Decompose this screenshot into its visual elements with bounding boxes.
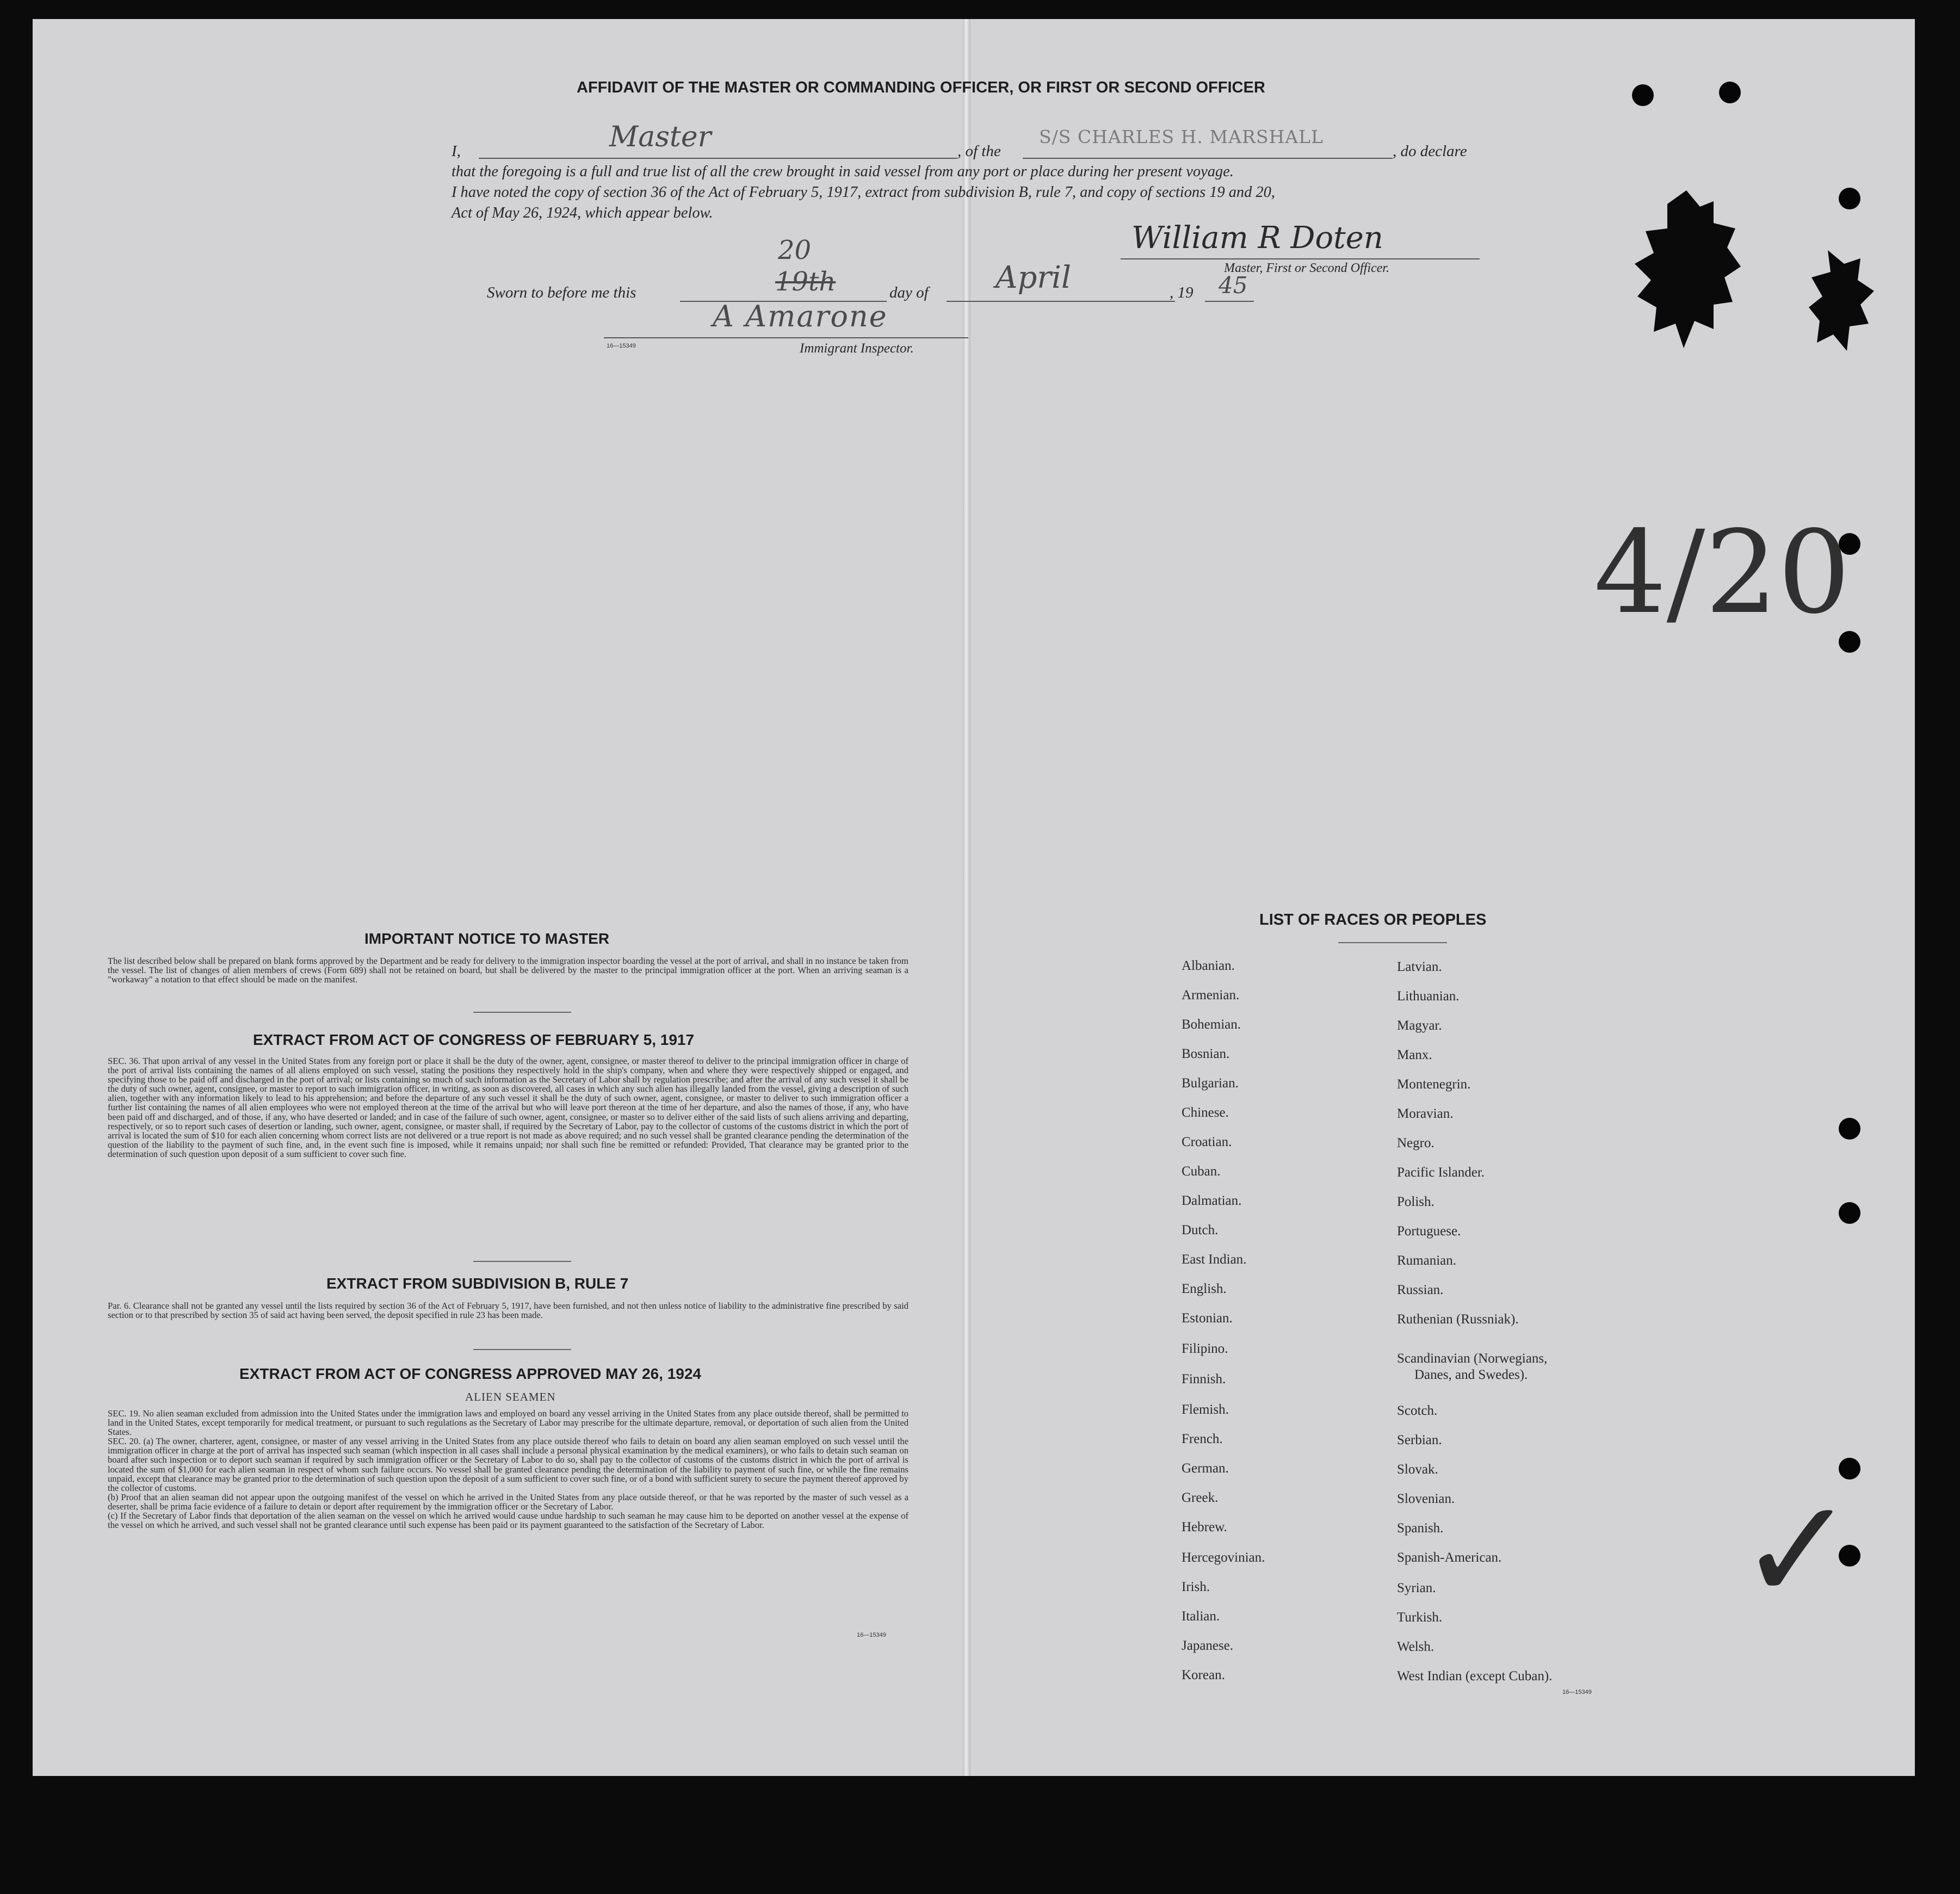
race-item: Ruthenian (Russniak). — [1397, 1312, 1519, 1327]
i-label: I, — [452, 143, 461, 160]
race-item: Serbian. — [1397, 1433, 1442, 1447]
form-number: 16—15349 — [857, 1632, 886, 1638]
race-item: Korean. — [1182, 1668, 1225, 1682]
wax-seal-icon — [1806, 247, 1877, 356]
divider — [473, 1349, 571, 1350]
punch-hole — [1632, 84, 1654, 106]
punch-hole — [1719, 82, 1741, 103]
month-field-line — [947, 301, 1175, 302]
race-item: Dutch. — [1182, 1223, 1219, 1237]
extract-rule7-text: Par. 6. Clearance shall not be granted any vessel until the lists required by section 36 of the Act of February 5, 1917, have been furnished, and not then unless notice of liability to the administrative fine prescribed by said section or to that prescribed by section 35 of said act having been served, the deposit specified in rule 23 has been made. — [108, 1301, 908, 1321]
race-item: Hebrew. — [1182, 1520, 1227, 1534]
do-declare-label: , do declare — [1393, 143, 1467, 160]
race-item: Portuguese. — [1397, 1224, 1461, 1239]
margin-date-note: 4/20 — [1594, 506, 1851, 639]
race-item: Danes, and Swedes). — [1414, 1367, 1528, 1382]
notice-title: IMPORTANT NOTICE TO MASTER — [364, 930, 610, 947]
sworn-label: Sworn to before me this — [487, 284, 636, 301]
race-item: Latvian. — [1397, 960, 1442, 974]
race-item: Bulgarian. — [1182, 1076, 1239, 1091]
race-item: Russian. — [1397, 1283, 1444, 1297]
master-field-line — [479, 158, 957, 159]
inspector-signature: A Amarone — [713, 299, 888, 333]
inspector-caption: Immigrant Inspector. — [800, 341, 914, 356]
race-item: Moravian. — [1397, 1106, 1454, 1121]
extract-rule7-body — [108, 1301, 908, 1320]
sec20b-text: (b) Proof that an alien seaman did not appear upon the outgoing manifest of the vessel on which he arrived in the United States from any place outside thereof, or that he was reported by the master of such vessel as a deserter, shall be prima facie evidence of a failure to detain or deport after requirement by the immigration officer or the Secretary of Labor. — [108, 1491, 908, 1512]
extract-1924-title: EXTRACT FROM ACT OF CONGRESS APPROVED MAY 26, 1924 — [239, 1365, 701, 1382]
year-prefix: , 19 — [1170, 284, 1194, 301]
race-item: Dalmatian. — [1182, 1193, 1242, 1208]
vessel-name: S/S CHARLES H. MARSHALL — [1039, 126, 1324, 147]
punch-hole — [1839, 1118, 1860, 1140]
race-item: Rumanian. — [1397, 1253, 1457, 1268]
race-item: Montenegrin. — [1397, 1077, 1471, 1092]
race-item: Italian. — [1182, 1609, 1220, 1624]
race-item: Welsh. — [1397, 1639, 1435, 1654]
sec19-text: SEC. 19. No alien seaman excluded from admission into the United States under the immigration laws and employed on board any vessel arriving in the United States from any place outside thereof, shall be permitted to land in the United States, except temporarily for medical treatment, or pursuant to such regulations as the Secretary of Labor may prescribe for the ultimate departure, removal, or deportation of such alien from the United States. — [108, 1408, 908, 1438]
extract-1917-title: EXTRACT FROM ACT OF CONGRESS OF FEBRUARY 5, 1917 — [253, 1031, 695, 1048]
check-mark-icon: ✓ — [1738, 1469, 1857, 1633]
race-item: Finnish. — [1182, 1372, 1226, 1387]
race-item: Syrian. — [1397, 1581, 1436, 1595]
extract-1917-text: SEC. 36. That upon arrival of any vessel in the United States from any foreign port or place it shall be the duty of the owner, agent, consignee, or master thereof to deliver to the principal immigration officer in charge of the port of arrival lists containing the names of all aliens employed on such vessel, stating the positions they respectively hold in the ship's company, when and where they were respectively shipped or engaged, and specifying those to be paid off and discharged in the port of arrival; or lists containing so much of such information as the Secretary of Labor shall by regulation prescribe; and after the arrival of any such vessel it shall be the duty of such owner, agent, consignee, or master to report to such immigration officer, in writing, as soon as discovered, all cases in which any such alien has illegally landed from the vessel, giving a description of such alien, together with any information likely to lead to his apprehension; and before the departure of any such vessel it shall be the duty of such owner, agent, consignee, or master to deliver to such immigration officer a further list containing the names of all alien employees who were not employed thereon at the time of the arrival but who will leave port thereon at the time of her departure, and also the names of those, if any, who have been paid off and discharged, and of those, if any, who have deserted or landed; and in case of the failure of such owner, agent, consignee, or master so to deliver either of the said lists of such aliens arriving and departing, respectively, or so to report such cases of desertion or landing, such owner, agent, consignee, or master shall, if required by the Secretary of Labor, pay to the collector of customs of the customs district in which the port of arrival is located the sum of $10 for each alien concerning whom correct lists are not delivered or a true report is not made as above required; and no such vessel shall be granted clearance pending the determination of the question of the liability to the payment of such fine, and, in the event such fine is imposed, while it remains unpaid; nor shall such fine be remitted or refunded: Provided, That clearance may be granted prior to the determination of such question upon deposit of a sum sufficient to cover such fine. — [108, 1056, 908, 1159]
race-item: Filipino. — [1182, 1341, 1228, 1356]
race-item: Cuban. — [1182, 1164, 1221, 1179]
form-number: 16—15349 — [1562, 1689, 1592, 1695]
page-fold — [963, 19, 970, 1776]
signature-line — [1121, 258, 1480, 259]
of-the-label: , of the — [957, 143, 1001, 160]
race-item: English. — [1182, 1282, 1227, 1296]
race-item: Armenian. — [1182, 988, 1240, 1002]
race-item: Estonian. — [1182, 1311, 1233, 1326]
race-item: Scandinavian (Norwegians, — [1397, 1351, 1548, 1366]
handwritten-day: 20 — [778, 235, 812, 265]
affidavit-line-2: that the foregoing is a full and true list of all the crew brought in said vessel from any port or place during her present voyage. — [452, 163, 1234, 180]
inspector-line — [604, 337, 968, 338]
race-item: Irish. — [1182, 1580, 1210, 1594]
punch-hole — [1839, 188, 1860, 209]
sec20a-text: SEC. 20. (a) The owner, charterer, agent, consignee, or master of any vessel arriving in the United States from any place outside thereof who fails to detain on board any alien seaman employed on such vessel until the immigration officer in charge at the port of arrival has inspected such seaman (which inspection in all cases shall include a personal physical examination by the medical examiners), or who fails to detain such seaman on board after such inspection or to deport such seaman if required by such immigration officer or the Secretary of Labor to do so, shall pay to the collector of customs of the customs district in which the port of arrival is located the sum of $1,000 for each alien seaman in respect of whom such failure occurs. No vessel shall be granted clearance pending the determination of the liability to payment of such fine, or while the fine remains unpaid, except that clearance may be granted prior to the determination of such question upon the deposit of a sum sufficient to cover such fine, or of a bond with sufficient surety to secure the payment thereof approved by the collector of customs. — [108, 1436, 908, 1493]
affidavit-title: AFFIDAVIT OF THE MASTER OR COMMANDING OFFICER, OR FIRST OR SECOND OFFICER — [577, 79, 1265, 96]
race-item: Chinese. — [1182, 1105, 1229, 1120]
race-item: Flemish. — [1182, 1402, 1229, 1417]
extract-rule7-title: EXTRACT FROM SUBDIVISION B, RULE 7 — [326, 1275, 629, 1292]
vessel-field-line — [1023, 158, 1393, 159]
race-item: Japanese. — [1182, 1638, 1234, 1653]
day-of-label: day of — [889, 284, 929, 301]
race-item: Scotch. — [1397, 1403, 1438, 1418]
races-title: LIST OF RACES OR PEOPLES — [1259, 911, 1487, 929]
race-item: Albanian. — [1182, 958, 1235, 973]
race-item: Magyar. — [1397, 1018, 1442, 1033]
form-number: 16—15349 — [607, 343, 636, 349]
race-item: Croatian. — [1182, 1135, 1232, 1149]
race-item: Spanish. — [1397, 1521, 1444, 1536]
handwritten-day-struck: 19th — [775, 267, 836, 297]
affidavit-line-4: Act of May 26, 1924, which appear below. — [452, 205, 713, 221]
sec20c-text: (c) If the Secretary of Labor finds that deportation of the alien seaman on the vessel on which he arrived would cause undue hardship to such seaman he may cause him to be deported on another vessel at the expense of the vessel on which he arrived, and such vessel shall not be granted clearance until such expense has been paid or its payment guaranteed to the satisfaction of the Secretary of Labor. — [108, 1511, 908, 1531]
race-item: French. — [1182, 1432, 1223, 1446]
master-signature: William R Doten — [1132, 220, 1383, 256]
divider — [473, 1261, 571, 1262]
race-item: Spanish-American. — [1397, 1550, 1502, 1565]
race-item: East Indian. — [1182, 1252, 1247, 1267]
extract-1924-subtitle: ALIEN SEAMEN — [465, 1390, 556, 1403]
affidavit-line-3: I have noted the copy of section 36 of the Act of February 5, 1917, extract from subdivision B, rule 7, and copy of sections 19 and 20, — [452, 184, 1275, 201]
divider — [1338, 942, 1447, 943]
affidavit-line-1 — [452, 143, 461, 160]
extract-1924-body — [108, 1409, 908, 1530]
notice-body — [108, 956, 908, 984]
race-item: Lithuanian. — [1397, 989, 1460, 1004]
handwritten-year: 45 — [1219, 272, 1248, 299]
race-item: Slovak. — [1397, 1462, 1438, 1477]
punch-hole — [1839, 1202, 1860, 1224]
race-item: Hercegovinian. — [1182, 1550, 1265, 1565]
race-item: Bohemian. — [1182, 1017, 1241, 1032]
handwritten-master: Master — [609, 121, 712, 153]
year-field-line — [1205, 301, 1254, 302]
race-item: German. — [1182, 1461, 1229, 1476]
race-item: Slovenian. — [1397, 1491, 1455, 1506]
race-item: Greek. — [1182, 1490, 1219, 1505]
handwritten-month: April — [996, 260, 1071, 295]
race-item: Bosnian. — [1182, 1047, 1230, 1061]
race-item: Turkish. — [1397, 1610, 1443, 1625]
signature-caption: Master, First or Second Officer. — [1224, 261, 1389, 275]
wax-seal-icon — [1632, 185, 1746, 381]
race-item: Manx. — [1397, 1048, 1432, 1062]
race-item: Pacific Islander. — [1397, 1165, 1485, 1180]
divider — [473, 1012, 571, 1013]
race-item: Polish. — [1397, 1194, 1435, 1209]
race-item: Negro. — [1397, 1136, 1435, 1150]
race-item: West Indian (except Cuban). — [1397, 1669, 1553, 1683]
notice-text: The list described below shall be prepared on blank forms approved by the Department and be ready for delivery to the immigration inspector boarding the vessel at the port of arrival, and shall in no instance be taken from the vessel. The list of changes of alien members of crews (Form 689) shall not be retained on board, but shall be delivered by the master to the principal immigration officer at the port. When an arriving seaman is a "workaway" a notation to that effect should be made on the manifest. — [108, 956, 908, 985]
extract-1917-body — [108, 1056, 908, 1159]
